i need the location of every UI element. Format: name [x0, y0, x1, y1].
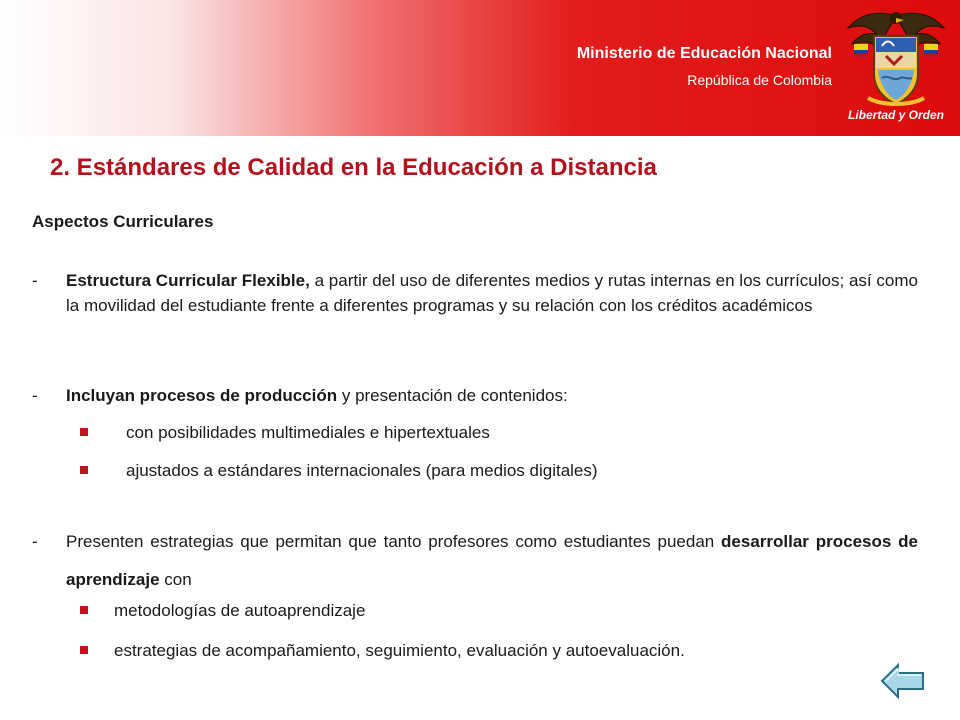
- item-body-text: Presenten estrategias que permitan que tanto profesores como estudiantes puedan: [66, 532, 722, 551]
- bullet-text: ajustados a estándares internacionales (para medios digitales): [126, 461, 598, 480]
- square-bullet-icon: [80, 606, 88, 614]
- bold-phrase: Incluyan procesos de producción: [66, 386, 338, 405]
- list-item-text: [66, 523, 918, 599]
- dash-marker: -: [32, 532, 38, 551]
- square-bullet-icon: [80, 428, 88, 436]
- ministry-name: Ministerio de Educación Nacional: [576, 45, 832, 62]
- back-arrow-icon: [880, 662, 926, 700]
- list-item-text: [66, 383, 918, 408]
- square-bullet-icon: [80, 646, 88, 654]
- bullet-text: con posibilidades multimediales e hipertextuales: [126, 423, 490, 442]
- bullet-item: [80, 600, 365, 622]
- ministry-block: [577, 44, 832, 90]
- country-name: República de Colombia: [687, 72, 832, 88]
- bullet-text: metodologías de autoaprendizaje: [114, 601, 366, 620]
- coat-of-arms-logo: [838, 6, 954, 130]
- coat-of-arms-icon: [838, 6, 954, 110]
- list-item-strategies: [32, 523, 918, 599]
- page-title: 2. Estándares de Calidad en la Educación a Distancia: [50, 154, 657, 181]
- bullet-item: [80, 640, 685, 662]
- item-body-text: y presentación de contenidos:: [337, 386, 568, 405]
- list-item-text: [66, 268, 918, 318]
- square-bullet-icon: [80, 466, 88, 474]
- bullet-item: [80, 460, 598, 482]
- motto-text: Libertad y Orden: [847, 108, 945, 122]
- section-subtitle: Aspectos Curriculares: [32, 212, 214, 231]
- bold-phrase: desarrollar procesos de aprendizaje: [66, 532, 918, 589]
- bullet-item: [80, 422, 490, 444]
- dash-marker: -: [32, 271, 38, 290]
- item-body-text-end: con: [159, 570, 192, 589]
- bold-phrase: Estructura Curricular Flexible,: [66, 271, 310, 290]
- list-item-production: [32, 383, 918, 408]
- item-body-text: a partir del uso de diferentes medios y rutas internas en los currículos; así como la movilidad del estudiante frente a diferentes programas y su relación con los créditos académicos: [66, 271, 918, 315]
- header-banner: [0, 0, 960, 136]
- dash-marker: -: [32, 386, 38, 405]
- bullet-text: estrategias de acompañamiento, seguimiento, evaluación y autoevaluación.: [114, 641, 685, 660]
- list-item-structure: [32, 268, 918, 318]
- back-navigation-button[interactable]: [880, 662, 926, 700]
